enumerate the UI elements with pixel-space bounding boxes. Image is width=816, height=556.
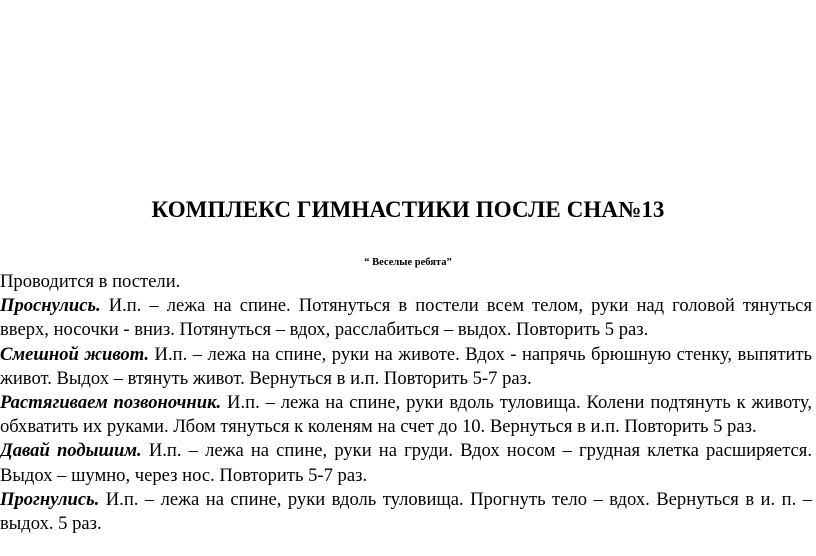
exercise-paragraph	[0, 391, 812, 439]
document-body	[0, 270, 812, 536]
intro-text: Проводится в постели.	[0, 271, 181, 292]
exercise-name: Смешной живот.	[0, 343, 150, 365]
document-title: КОМПЛЕКС ГИМНАСТИКИ ПОСЛЕ СНА№13	[151, 197, 665, 222]
document-subtitle: “ Веселые ребята”	[364, 257, 452, 268]
exercise-name: Давай подышим.	[0, 440, 142, 462]
exercise-paragraph	[0, 439, 812, 487]
exercise-paragraph	[0, 343, 812, 391]
exercise-description: И.п. – лежа на спине, руки вдоль туловища. Колени подтянуть к животу, обхватить их руками. Лбом тянуться к коленям на счет до 10. Вернуться в и.п. Повторить 5 раз.	[0, 392, 812, 438]
exercise-paragraph	[0, 294, 812, 342]
exercise-paragraph	[0, 488, 812, 536]
exercise-name: Прогнулись.	[0, 488, 100, 510]
exercise-name: Растягиваем позвоночник.	[0, 392, 222, 414]
exercise-description: И.п. – лежа на спине. Потянуться в постели всем телом, руки над головой тянуться вверх, носочки - вниз. Потянуться – вдох, расслабиться – выдох. Повторить 5 раз.	[0, 295, 812, 341]
exercise-name: Проснулись.	[0, 295, 101, 317]
exercise-description: И.п. – лежа на спине, руки на груди. Вдох носом – грудная клетка расширяется. Выдох – шумно, через нос. Повторить 5-7 раз.	[0, 440, 812, 486]
exercise-description: И.п. – лежа на спине, руки вдоль туловища. Прогнуть тело – вдох. Вернуться в и. п. – выдох. 5 раз.	[0, 488, 812, 535]
exercise-description: И.п. – лежа на спине, руки на животе. Вдох - напрячь брюшную стенку, выпятить живот. Выдох – втянуть живот. Вернуться в и.п. Повторить 5-7 раз.	[0, 343, 813, 389]
